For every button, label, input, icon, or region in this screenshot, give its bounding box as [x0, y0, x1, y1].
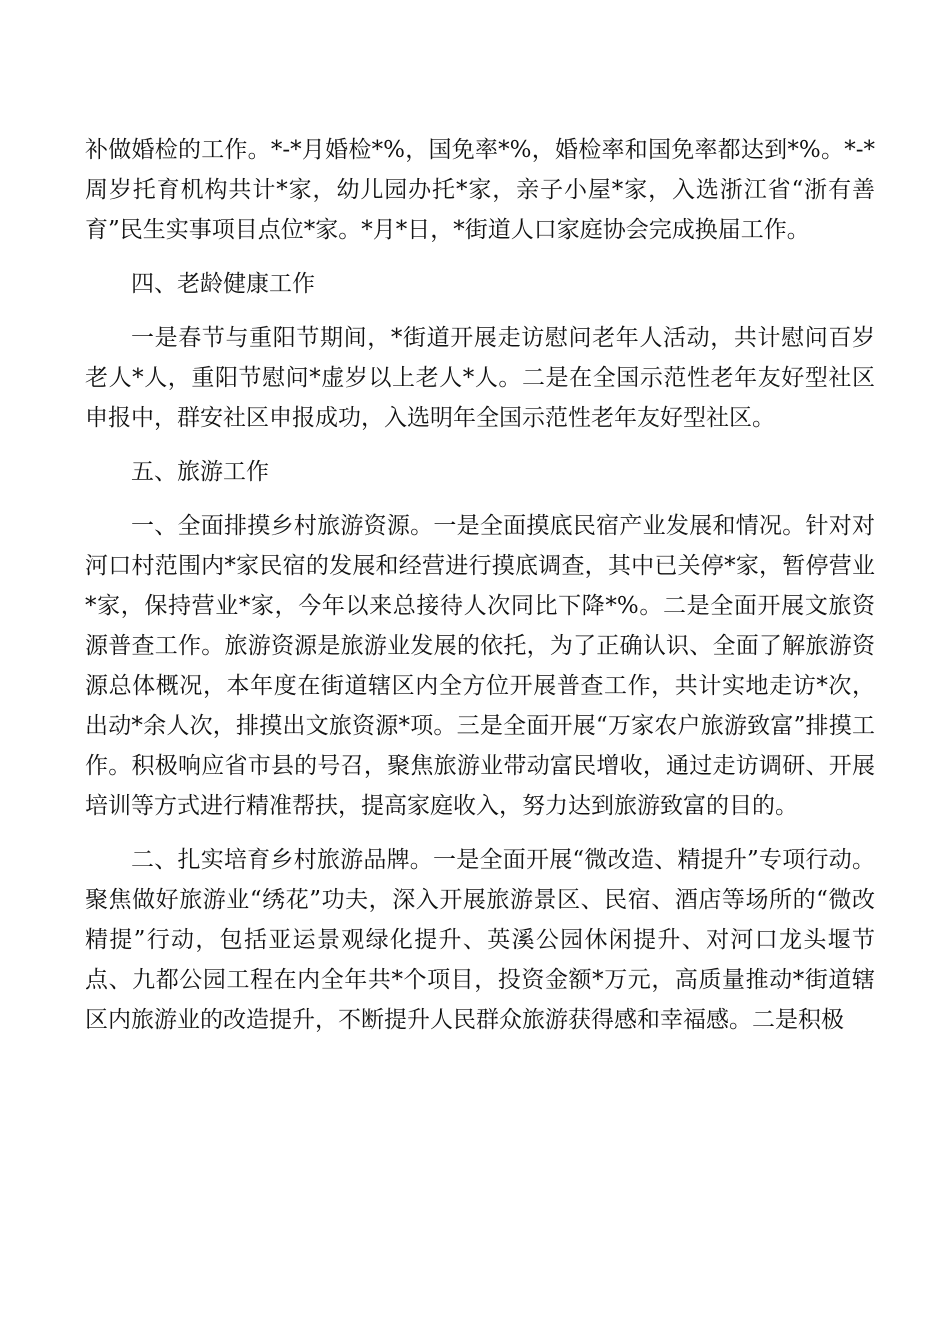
- paragraph-tourism-resources: 一、全面排摸乡村旅游资源。一是全面摸底民宿产业发展和情况。针对对河口村范围内*家民宿的发展和经营进行摸底调查，其中已关停*家，暂停营业*家，保持营业*家，今年以来总接待人次同比下降*%。二是全面开展文旅资源普查工作。旅游资源是旅游业发展的依托，为了正确认识、全面了解旅游资源总体概况，本年度在街道辖区内全方位开展普查工作，共计实地走访*次，出动*余人次，排摸出文旅资源*项。三是全面开展“万家农户旅游致富”排摸工作。积极响应省市县的号召，聚焦旅游业带动富民增收，通过走访调研、开展培训等方式进行精准帮扶，提高家庭收入，努力达到旅游致富的目的。: [85, 513, 875, 819]
- document-page: [85, 130, 875, 1054]
- paragraph-elderly-health: 一是春节与重阳节期间，*街道开展走访慰问老年人活动，共计慰问百岁老人*人，重阳节慰问*虚岁以上老人*人。二是在全国示范性老年友好型社区申报中，群安社区申报成功，入选明年全国示范性老年友好型社区。: [85, 325, 875, 431]
- section-heading-tourism: 五、旅游工作: [131, 459, 269, 485]
- paragraph-marriage-checkup: 补做婚检的工作。*-*月婚检*%，国免率*%，婚检率和国免率都达到*%。*-*周岁托育机构共计*家，幼儿园办托*家，亲子小屋*家，入选浙江省“浙有善育”民生实事项目点位*家。*月*日，*街道人口家庭协会完成换届工作。: [85, 137, 875, 243]
- section-heading-elderly-health: 四、老龄健康工作: [131, 271, 315, 297]
- paragraph-tourism-brand: 二、扎实培育乡村旅游品牌。一是全面开展“微改造、精提升”专项行动。聚焦做好旅游业“绣花”功夫，深入开展旅游景区、民宿、酒店等场所的“微改精提”行动，包括亚运景观绿化提升、英溪公园休闲提升、对河口龙头堰节点、九都公园工程在内全年共*个项目，投资金额*万元，高质量推动*街道辖区内旅游业的改造提升，不断提升人民群众旅游获得感和幸福感。二是积极: [85, 847, 875, 1033]
